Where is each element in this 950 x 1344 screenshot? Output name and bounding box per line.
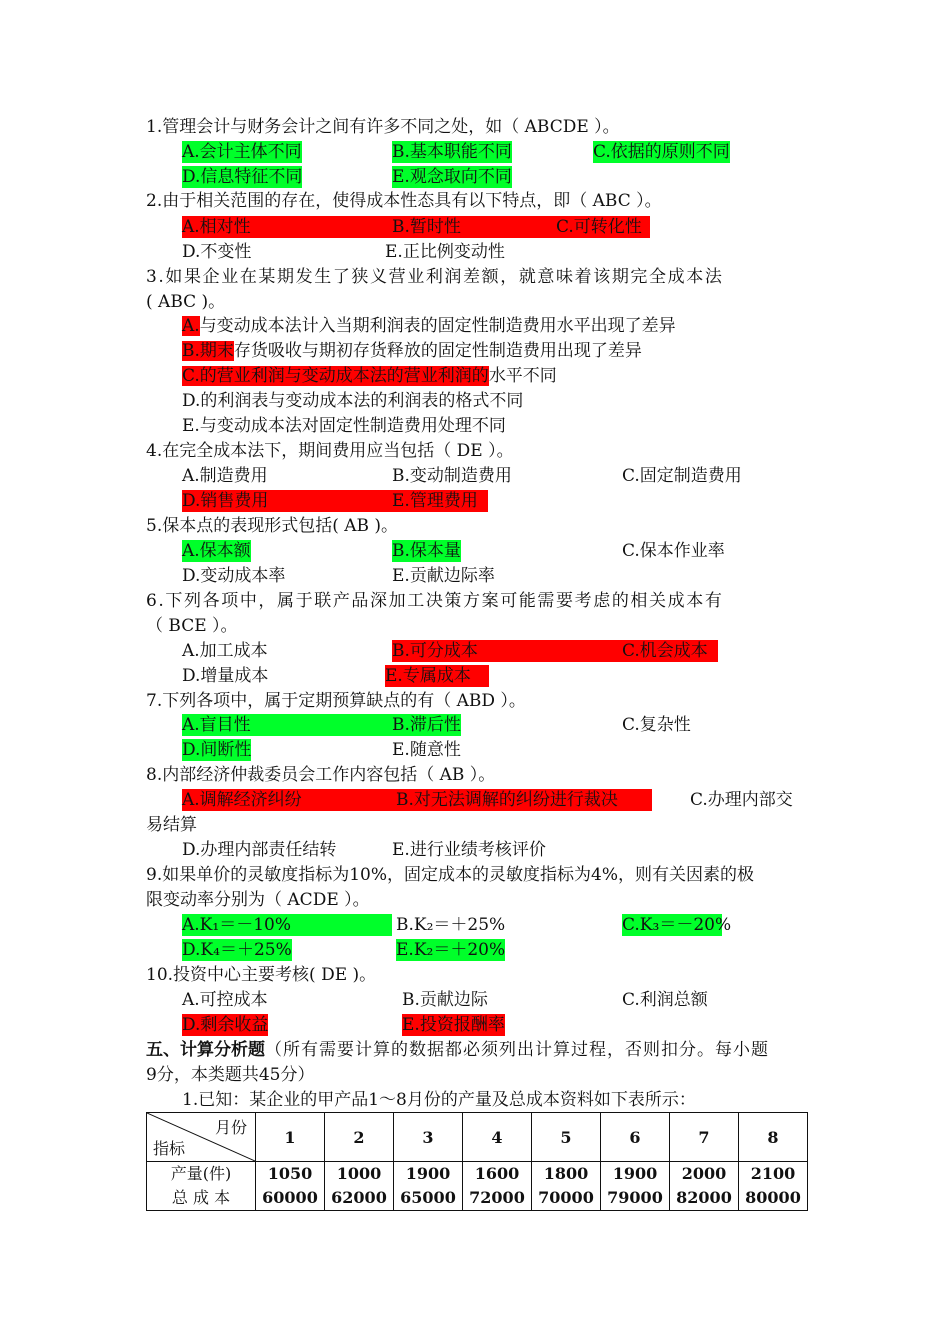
q8-option-d: D.办理内部责任结转 [182, 840, 337, 860]
q2-option-d: D.不变性 [182, 242, 252, 262]
q7-stem: 7.下列各项中，属于定期预算缺点的有（ ABD ）。 [146, 691, 526, 711]
production-cost-table [146, 1112, 808, 1211]
section5-title: 五、计算分析题 [146, 1040, 265, 1060]
q5-stem: 5.保本点的表现形式包括( AB )。 [146, 516, 399, 536]
month-header: 2 [325, 1113, 394, 1162]
month-header: 3 [394, 1113, 463, 1162]
output-value: 2000 [681, 1164, 727, 1183]
table-cell [463, 1162, 532, 1211]
q9-stem-line2: 限变动率分别为（ ACDE ）。 [146, 890, 370, 910]
q6-option-a: A.加工成本 [182, 641, 268, 661]
q2-option-a: A.相对性 [182, 216, 392, 238]
month-header: 4 [463, 1113, 532, 1162]
q9-stem-line1: 9.如果单价的灵敏度指标为10%，固定成本的灵敏度指标为4%，则有关因素的极 [146, 865, 754, 885]
row-labels [147, 1162, 256, 1211]
q2-option-c: C.可转化性 [556, 216, 650, 238]
q4-option-a: A.制造费用 [182, 466, 268, 486]
corner-month-label: 月份 [214, 1118, 247, 1137]
q9-option-c: C.K₃＝－20% [622, 915, 732, 935]
output-value: 1600 [474, 1164, 520, 1183]
q5-option-e: E.贡献边际率 [392, 566, 495, 586]
q8-option-c: C.办理内部交 [690, 790, 793, 810]
q1-option-b: B.基本职能不同 [392, 142, 512, 162]
q10-stem: 10.投资中心主要考核( DE )。 [146, 965, 377, 985]
calc1-stem: 1.已知：某企业的甲产品1～8月份的产量及总成本资料如下表所示： [182, 1090, 696, 1110]
q6-option-e: E.专属成本 [385, 665, 489, 687]
q7-option-e: E.随意性 [392, 740, 461, 760]
output-value: 1900 [612, 1164, 658, 1183]
q3-option-c-rest: 水平不同 [488, 366, 557, 386]
output-value: 2100 [750, 1164, 796, 1183]
table-cell [394, 1162, 463, 1211]
cost-value: 70000 [538, 1188, 594, 1207]
table-cell [739, 1162, 808, 1211]
row-label-cost: 总 成 本 [171, 1188, 231, 1207]
q8-option-b: B.对无法调解的纠纷进行裁决 [396, 789, 652, 811]
q7-option-c: C.复杂性 [622, 715, 691, 735]
q5-option-b: B.保本量 [392, 541, 461, 561]
section5-note-line1: （所有需要计算的数据都必须列出计算过程，否则扣分。每小题 [265, 1040, 769, 1060]
q3-option-b [182, 340, 642, 362]
q3-option-e: E.与变动成本法对固定性制造费用处理不同 [182, 416, 506, 436]
q8-option-a: A.调解经济纠纷 [182, 789, 396, 811]
table-cell [601, 1162, 670, 1211]
table-cell [532, 1162, 601, 1211]
q1-option-a: A.会计主体不同 [182, 142, 302, 162]
q6-stem-line2: （ BCE ）。 [146, 616, 238, 636]
table-corner-cell [147, 1113, 256, 1162]
q3-option-c-highlight: C.的营业利润与变动成本法的营业利润的 [182, 366, 489, 386]
output-value: 1000 [336, 1164, 382, 1183]
row-label-output: 产量(件) [170, 1164, 232, 1183]
q8-option-e: E.进行业绩考核评价 [392, 840, 546, 860]
cost-value: 72000 [469, 1188, 525, 1207]
month-header: 8 [739, 1113, 808, 1162]
output-value: 1050 [267, 1164, 313, 1183]
q3-option-b-highlight: B.期末 [182, 341, 234, 361]
q7-option-a: A.盲目性 [182, 714, 392, 736]
q4-option-d: D.销售费用 [182, 490, 392, 512]
q10-option-c: C.利润总额 [622, 990, 708, 1010]
q10-option-a: A.可控成本 [182, 990, 268, 1010]
section5-note-line2: 9分，本类题共45分） [146, 1065, 315, 1085]
q6-option-d: D.增量成本 [182, 666, 269, 686]
section5-heading [146, 1038, 769, 1062]
table-cell [325, 1162, 394, 1211]
cost-value: 62000 [331, 1188, 387, 1207]
q2-option-e: E.正比例变动性 [385, 242, 505, 262]
cost-value: 60000 [262, 1188, 318, 1207]
q6-option-b: B.可分成本 [392, 640, 622, 662]
cost-value: 65000 [400, 1188, 456, 1207]
q3-option-c [182, 365, 557, 387]
q2-stem: 2.由于相关范围的存在，使得成本性态具有以下特点，即（ ABC ）。 [146, 191, 662, 211]
q1-option-c: C.依据的原则不同 [593, 142, 730, 162]
q9-option-e: E.K₂＝＋20% [396, 940, 506, 960]
q5-option-d: D.变动成本率 [182, 566, 286, 586]
q7-option-b: B.滞后性 [392, 715, 461, 735]
q3-option-d: D.的利润表与变动成本法的利润表的格式不同 [182, 391, 524, 411]
q1-stem: 1.管理会计与财务会计之间有许多不同之处，如（ ABCDE ）。 [146, 117, 620, 137]
q6-stem-line1: 6.下列各项中，属于联产品深加工决策方案可能需要考虑的相关成本有 [146, 591, 724, 611]
output-value: 1800 [543, 1164, 589, 1183]
q9-option-d: D.K₄＝＋25% [182, 940, 292, 960]
q1-option-e: E.观念取向不同 [392, 167, 512, 187]
q8-option-c-continued: 易结算 [146, 815, 197, 835]
q10-option-b: B.贡献边际 [402, 990, 488, 1010]
q3-stem-line2: ( ABC )。 [146, 292, 226, 312]
q6-option-c: C.机会成本 [622, 640, 718, 662]
month-header: 1 [256, 1113, 325, 1162]
q9-option-a: A.K₁＝－10% [182, 914, 392, 936]
q2-option-b: B.暂时性 [392, 216, 556, 238]
q10-option-e: E.投资报酬率 [402, 1015, 505, 1035]
q3-option-a-highlight: A. [182, 316, 200, 336]
q8-stem: 8.内部经济仲裁委员会工作内容包括（ AB ）。 [146, 765, 496, 785]
q4-stem: 4.在完全成本法下，期间费用应当包括（ DE ）。 [146, 441, 514, 461]
q5-option-c: C.保本作业率 [622, 541, 725, 561]
q4-option-e: E.管理费用 [392, 490, 488, 512]
month-header: 5 [532, 1113, 601, 1162]
table-cell [670, 1162, 739, 1211]
q4-option-b: B.变动制造费用 [392, 466, 512, 486]
q7-option-d: D.间断性 [182, 740, 252, 760]
table-header-row [147, 1113, 808, 1162]
month-header: 6 [601, 1113, 670, 1162]
q3-option-a-rest: 与变动成本法计入当期利润表的固定性制造费用水平出现了差异 [199, 316, 676, 336]
q3-option-a [182, 315, 676, 337]
q4-option-c: C.固定制造费用 [622, 466, 742, 486]
q10-option-d: D.剩余收益 [182, 1015, 269, 1035]
q9-option-b: B.K₂＝＋25% [396, 915, 506, 935]
q1-option-d: D.信息特征不同 [182, 167, 303, 187]
cost-value: 82000 [676, 1188, 732, 1207]
cost-value: 79000 [607, 1188, 663, 1207]
table-cell [256, 1162, 325, 1211]
month-header: 7 [670, 1113, 739, 1162]
q3-stem-line1: 3.如果企业在某期发生了狭义营业利润差额，就意味着该期完全成本法 [146, 267, 724, 287]
corner-indicator-label: 指标 [153, 1139, 186, 1158]
q5-option-a: A.保本额 [182, 541, 251, 561]
cost-value: 80000 [745, 1188, 801, 1207]
table-data-row [147, 1162, 808, 1211]
q3-option-b-rest: 存货吸收与期初存货释放的固定性制造费用出现了差异 [233, 341, 642, 361]
output-value: 1900 [405, 1164, 451, 1183]
